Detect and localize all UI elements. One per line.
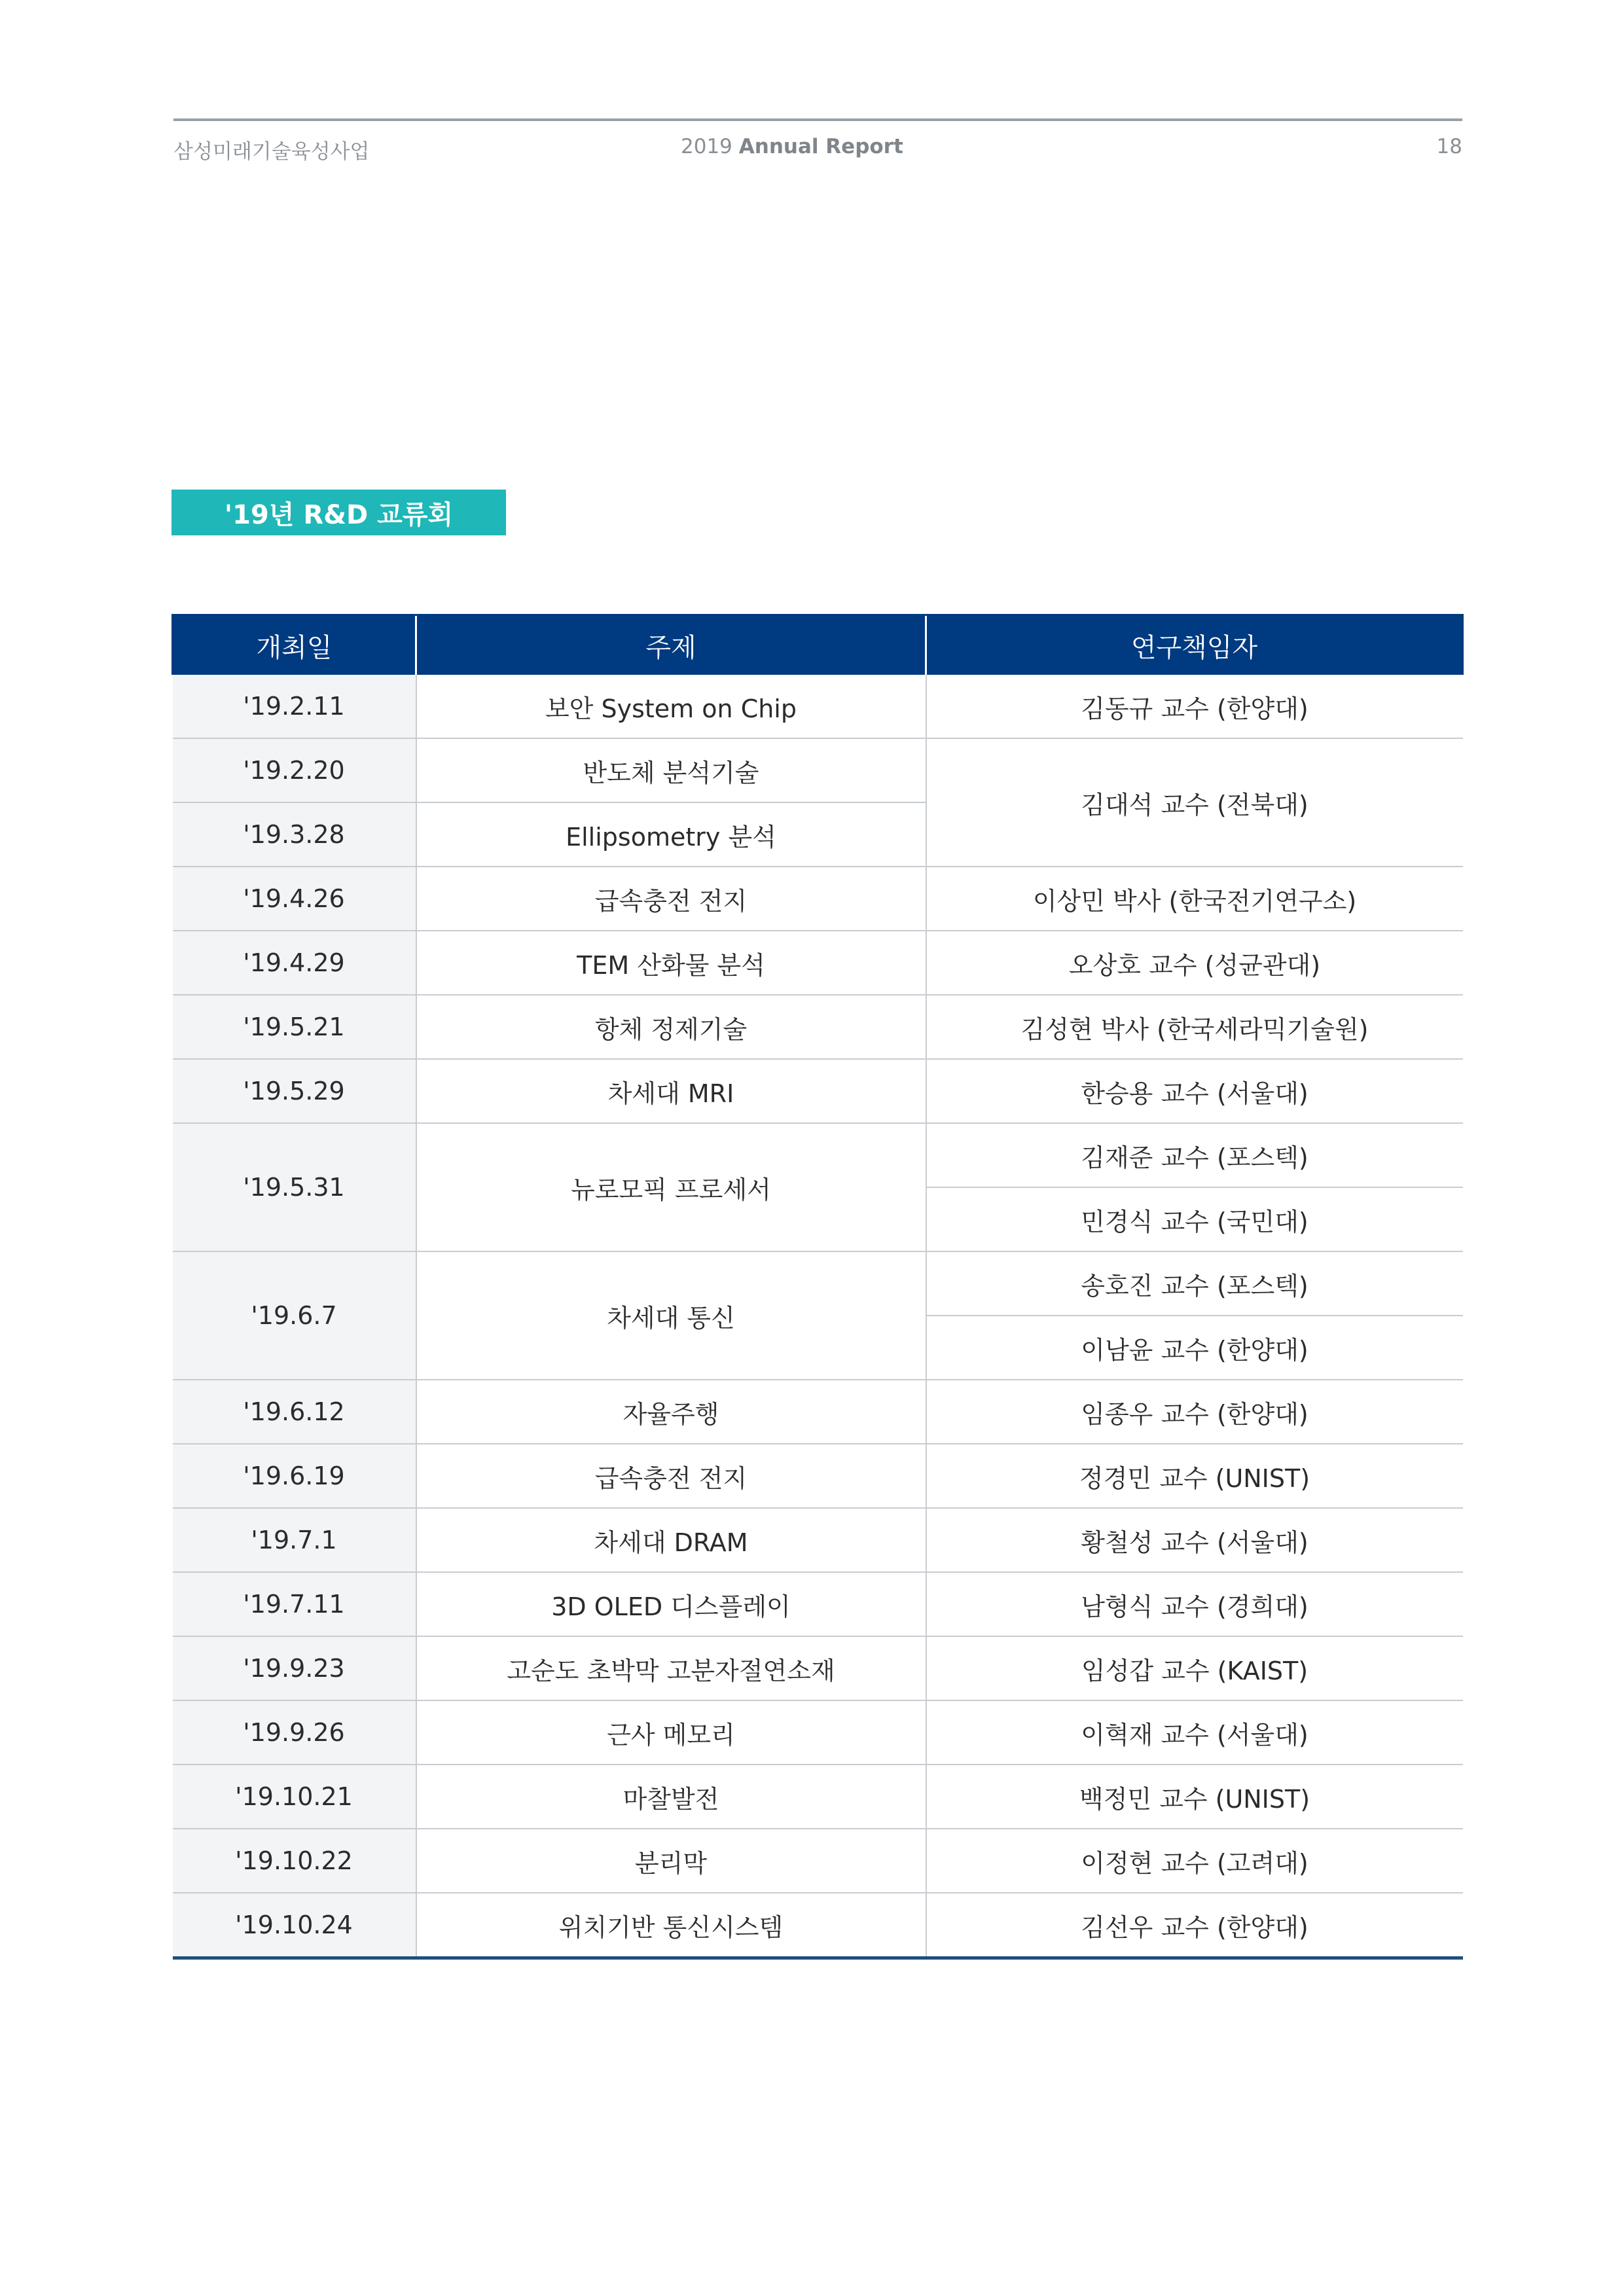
cell-lead: 송호진 교수 (포스텍) — [926, 1251, 1463, 1316]
org-name: 삼성미래기술육성사업 — [173, 140, 370, 164]
page-header — [173, 135, 1462, 168]
cell-date: '19.5.21 — [173, 995, 416, 1059]
table-row — [173, 1765, 1463, 1829]
cell-date: '19.10.21 — [173, 1765, 416, 1829]
cell-lead: 임성갑 교수 (KAIST) — [926, 1636, 1463, 1700]
cell-date: '19.7.1 — [173, 1508, 416, 1572]
table-row — [173, 1508, 1463, 1572]
cell-topic: 차세대 DRAM — [416, 1508, 926, 1572]
cell-date: '19.9.23 — [173, 1636, 416, 1700]
cell-lead: 남형식 교수 (경희대) — [926, 1572, 1463, 1636]
header-topic: 주제 — [416, 615, 926, 675]
cell-lead: 민경식 교수 (국민대) — [926, 1187, 1463, 1251]
table-row — [173, 675, 1463, 738]
report-name: Annual Report — [738, 135, 903, 158]
cell-date: '19.3.28 — [173, 802, 416, 867]
header-date: 개최일 — [173, 615, 416, 675]
cell-date: '19.4.29 — [173, 931, 416, 995]
cell-lead: 이남윤 교수 (한양대) — [926, 1316, 1463, 1380]
cell-lead: 김동규 교수 (한양대) — [926, 675, 1463, 738]
section-title: '19년 R&D 교류회 — [171, 490, 506, 535]
exchange-table — [171, 614, 1464, 1960]
table-row — [173, 995, 1463, 1059]
cell-date: '19.6.7 — [173, 1251, 416, 1380]
cell-topic: 근사 메모리 — [416, 1700, 926, 1765]
report-year: 2019 — [681, 135, 732, 158]
cell-date: '19.4.26 — [173, 867, 416, 931]
cell-lead: 백정민 교수 (UNIST) — [926, 1765, 1463, 1829]
table-row — [173, 1380, 1463, 1444]
cell-date: '19.6.12 — [173, 1380, 416, 1444]
table-row — [173, 1123, 1463, 1187]
cell-topic: 반도체 분석기술 — [416, 738, 926, 802]
cell-lead: 김재준 교수 (포스텍) — [926, 1123, 1463, 1187]
cell-lead: 황철성 교수 (서울대) — [926, 1508, 1463, 1572]
report-title — [681, 135, 903, 158]
cell-topic: 분리막 — [416, 1829, 926, 1893]
cell-topic: 차세대 MRI — [416, 1059, 926, 1123]
cell-lead: 오상호 교수 (성균관대) — [926, 931, 1463, 995]
table-row — [173, 1893, 1463, 1958]
header-lead: 연구책임자 — [926, 615, 1463, 675]
cell-date: '19.2.11 — [173, 675, 416, 738]
cell-topic: 위치기반 통신시스템 — [416, 1893, 926, 1958]
cell-topic: Ellipsometry 분석 — [416, 802, 926, 867]
table-row — [173, 738, 1463, 802]
cell-topic: 급속충전 전지 — [416, 1444, 926, 1508]
table-row — [173, 1636, 1463, 1700]
cell-topic: 고순도 초박막 고분자절연소재 — [416, 1636, 926, 1700]
cell-date: '19.7.11 — [173, 1572, 416, 1636]
cell-lead: 김성현 박사 (한국세라믹기술원) — [926, 995, 1463, 1059]
cell-lead: 김대석 교수 (전북대) — [926, 738, 1463, 867]
table-row — [173, 1444, 1463, 1508]
cell-topic: 뉴로모픽 프로세서 — [416, 1123, 926, 1251]
cell-topic: 3D OLED 디스플레이 — [416, 1572, 926, 1636]
cell-date: '19.6.19 — [173, 1444, 416, 1508]
cell-topic: 마찰발전 — [416, 1765, 926, 1829]
table-row — [173, 1059, 1463, 1123]
cell-topic: 급속충전 전지 — [416, 867, 926, 931]
cell-topic: 자율주행 — [416, 1380, 926, 1444]
cell-topic: TEM 산화물 분석 — [416, 931, 926, 995]
cell-lead: 이정현 교수 (고려대) — [926, 1829, 1463, 1893]
table-row — [173, 931, 1463, 995]
cell-date: '19.9.26 — [173, 1700, 416, 1765]
cell-topic: 항체 정제기술 — [416, 995, 926, 1059]
table-row — [173, 1251, 1463, 1316]
table-row — [173, 1700, 1463, 1765]
table-header-row — [173, 615, 1463, 675]
cell-lead: 이상민 박사 (한국전기연구소) — [926, 867, 1463, 931]
cell-date: '19.10.22 — [173, 1829, 416, 1893]
table-row — [173, 1829, 1463, 1893]
page-number: 18 — [1436, 135, 1462, 158]
header-rule — [173, 118, 1462, 121]
table-row — [173, 867, 1463, 931]
cell-date: '19.5.29 — [173, 1059, 416, 1123]
cell-lead: 김선우 교수 (한양대) — [926, 1893, 1463, 1958]
cell-topic: 차세대 통신 — [416, 1251, 926, 1380]
cell-lead: 임종우 교수 (한양대) — [926, 1380, 1463, 1444]
cell-date: '19.2.20 — [173, 738, 416, 802]
table-row — [173, 1572, 1463, 1636]
cell-lead: 이혁재 교수 (서울대) — [926, 1700, 1463, 1765]
cell-date: '19.5.31 — [173, 1123, 416, 1251]
cell-date: '19.10.24 — [173, 1893, 416, 1958]
cell-topic: 보안 System on Chip — [416, 675, 926, 738]
cell-lead: 정경민 교수 (UNIST) — [926, 1444, 1463, 1508]
cell-lead: 한승용 교수 (서울대) — [926, 1059, 1463, 1123]
